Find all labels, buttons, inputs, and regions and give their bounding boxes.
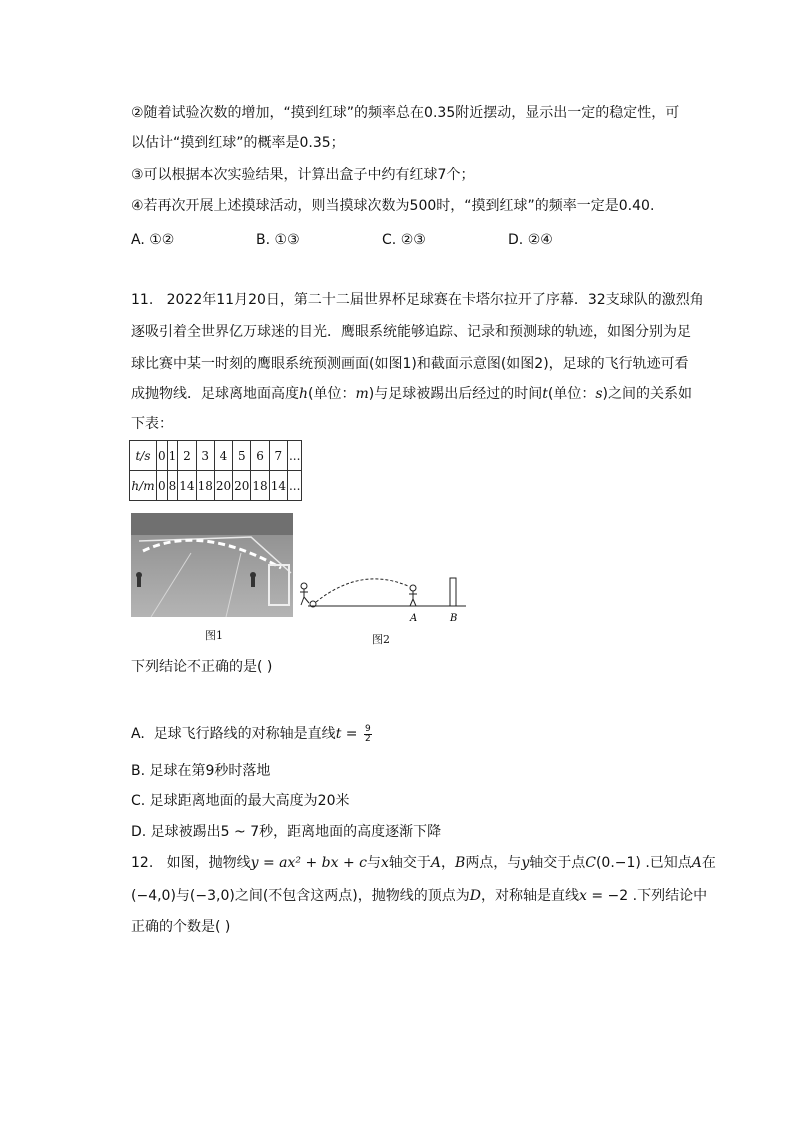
var-t: t bbox=[335, 726, 342, 742]
table-row-t bbox=[130, 441, 302, 471]
point-d: D bbox=[469, 888, 481, 904]
table-cell: 4 bbox=[214, 441, 232, 471]
question-number: 11. bbox=[131, 292, 154, 308]
text: (单位： bbox=[547, 386, 596, 402]
q11-line5: 下表： bbox=[131, 416, 173, 432]
fig2-caption: 图2 bbox=[372, 633, 390, 646]
table-cell: 18 bbox=[196, 471, 214, 501]
table-cell: ... bbox=[287, 471, 301, 501]
fig1-caption: 图1 bbox=[205, 629, 223, 642]
var-x: x bbox=[380, 855, 389, 871]
table-cell: 18 bbox=[251, 471, 269, 501]
option-letter: D. bbox=[508, 232, 524, 248]
text: 轴交于点 bbox=[529, 855, 586, 871]
q12-line1 bbox=[131, 853, 716, 873]
var-m: m bbox=[355, 386, 369, 402]
option-text: ②④ bbox=[527, 232, 553, 248]
table-cell: 8 bbox=[167, 471, 178, 501]
option-text: 足球飞行路线的对称轴是直线 bbox=[153, 726, 336, 742]
q11-option-d[interactable]: D. 足球被踢出5 ~ 7秒，距离地面的高度逐渐下降 bbox=[131, 824, 442, 840]
point-a: A bbox=[691, 855, 702, 871]
text: ， bbox=[441, 855, 456, 871]
var-y: y bbox=[521, 855, 530, 871]
option-text: ①③ bbox=[274, 232, 300, 248]
data-table bbox=[129, 440, 302, 501]
text: = −2 .下列结论中 bbox=[586, 888, 708, 904]
table-row-h bbox=[130, 471, 302, 501]
q11-option-a[interactable] bbox=[131, 724, 372, 744]
text: (单位： bbox=[308, 386, 356, 402]
q10-option-a[interactable] bbox=[131, 230, 174, 250]
var-h: h bbox=[299, 386, 309, 402]
q12-line3: 正确的个数是( ) bbox=[131, 919, 231, 935]
text: )与足球被踢出后经过的时间 bbox=[368, 386, 543, 402]
table-cell: 2 bbox=[178, 441, 196, 471]
option-letter: A. bbox=[131, 232, 145, 248]
q10-options bbox=[131, 230, 691, 250]
statement-2-line1: ②随着试验次数的增加，“摸到红球”的频率总在0.35附近摆动，显示出一定的稳定性，可 bbox=[131, 105, 680, 121]
q11-prompt: 下列结论不正确的是( ) bbox=[131, 659, 273, 675]
table-cell: 14 bbox=[269, 471, 287, 501]
text: 两点，与 bbox=[465, 855, 522, 871]
text: 如图，抛物线 bbox=[166, 855, 251, 871]
text: (−4,0)与(−3,0)之间(不包含这两点)，抛物线的顶点为 bbox=[131, 888, 470, 904]
var-s: s bbox=[595, 386, 603, 402]
label-b: B bbox=[450, 613, 458, 624]
table-cell: 20 bbox=[214, 471, 232, 501]
point-a: A bbox=[430, 855, 442, 871]
table-cell: 3 bbox=[196, 441, 214, 471]
q11-line4 bbox=[131, 384, 692, 404]
soccer-photo bbox=[131, 513, 293, 617]
trajectory-diagram bbox=[296, 572, 468, 627]
option-letter: C. bbox=[382, 232, 397, 248]
point-b: B bbox=[455, 855, 466, 871]
table-cell: 0 bbox=[157, 471, 168, 501]
var-t: t bbox=[542, 386, 548, 402]
table-cell: 1 bbox=[167, 441, 178, 471]
q11-option-b[interactable]: B. 足球在第9秒时落地 bbox=[131, 763, 271, 779]
table-cell: 20 bbox=[233, 471, 251, 501]
statement-3: ③可以根据本次实验结果，计算出盒子中约有红球7个； bbox=[131, 167, 475, 183]
equals: = bbox=[341, 726, 362, 742]
q10-option-b[interactable] bbox=[256, 230, 300, 250]
q11-line2: 逐吸引着全世界亿万球迷的目光．鹰眼系统能够追踪、记录和预测球的轨迹，如图分别为足 bbox=[131, 324, 691, 340]
var-x: x bbox=[579, 888, 587, 904]
parabola-equation: y = ax² + bx + c bbox=[250, 855, 367, 871]
fraction-9-over-2 bbox=[364, 725, 372, 744]
option-letter: B. bbox=[256, 232, 271, 248]
table-cell: 14 bbox=[178, 471, 196, 501]
table-cell: 0 bbox=[157, 441, 168, 471]
question-number: 12. bbox=[131, 855, 154, 871]
q10-option-d[interactable] bbox=[508, 230, 553, 250]
statement-4: ④若再次开展上述摸球活动，则当摸球次数为500时，“摸到红球”的频率一定是0.40. bbox=[131, 198, 655, 214]
option-text: ②③ bbox=[400, 232, 426, 248]
text: 轴交于 bbox=[388, 855, 431, 871]
denominator: 2 bbox=[364, 733, 371, 744]
table-cell: ... bbox=[287, 441, 301, 471]
text: (0.−1) .已知点 bbox=[595, 855, 692, 871]
text: ，对称轴是直线 bbox=[481, 888, 579, 904]
text: 与 bbox=[366, 855, 381, 871]
statement-2-line2: 以估计“摸到红球”的概率是0.35； bbox=[131, 135, 345, 151]
row-label-h: h/m bbox=[130, 471, 157, 501]
table-cell: 7 bbox=[269, 441, 287, 471]
table-cell: 5 bbox=[233, 441, 251, 471]
text: )之间的关系如 bbox=[602, 386, 693, 402]
numerator: 9 bbox=[364, 723, 371, 734]
q11-line3: 球比赛中某一时刻的鹰眼系统预测画面(如图1)和截面示意图(如图2)，足球的飞行轨迹可看 bbox=[131, 356, 689, 372]
option-text: ①② bbox=[149, 232, 175, 248]
q11-option-c[interactable]: C. 足球距离地面的最大高度为20米 bbox=[131, 793, 350, 809]
option-letter: A. bbox=[131, 726, 145, 742]
point-c: C bbox=[585, 855, 596, 871]
q10-option-c[interactable] bbox=[382, 230, 426, 250]
row-label-t: t/s bbox=[130, 441, 157, 471]
text: 在 bbox=[701, 855, 716, 871]
q11-line1 bbox=[131, 290, 704, 310]
table-cell: 6 bbox=[251, 441, 269, 471]
q11-text: 2022年11月20日，第二十二届世界杯足球赛在卡塔尔拉开了序幕．32支球队的激烈角 bbox=[166, 292, 704, 308]
q12-line2 bbox=[131, 886, 707, 906]
label-a: A bbox=[410, 613, 418, 624]
text: 成抛物线．足球离地面高度 bbox=[131, 386, 299, 402]
